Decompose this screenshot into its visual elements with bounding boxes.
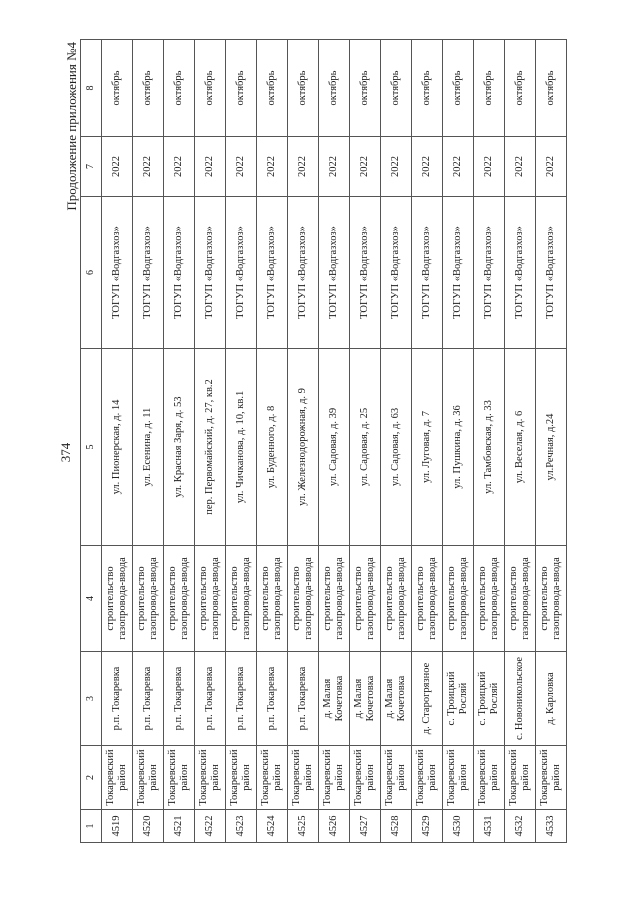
year-cell: 2022: [288, 137, 319, 197]
address-cell: ул. Тамбовская, д. 33: [474, 349, 505, 546]
district-cell: Токаревский район: [412, 746, 443, 810]
table-row: [195, 40, 226, 843]
row-number-cell: 4530: [443, 810, 474, 843]
address-cell: ул. Пушкина, д. 36: [443, 349, 474, 546]
year-cell: 2022: [133, 137, 164, 197]
column-header-5: 5: [81, 349, 102, 546]
table-row: [288, 40, 319, 843]
executor-cell: ТОГУП «Водгазхоз»: [226, 197, 257, 349]
district-cell: Токаревский район: [536, 746, 567, 810]
work-type-cell: строительство газопровода-ввода: [381, 546, 412, 652]
executor-cell: ТОГУП «Водгазхоз»: [133, 197, 164, 349]
locality-cell: д. Карловка: [536, 652, 567, 746]
row-number-cell: 4526: [319, 810, 350, 843]
month-cell: октябрь: [288, 40, 319, 137]
column-header-6: 6: [81, 197, 102, 349]
year-cell: 2022: [474, 137, 505, 197]
month-cell: октябрь: [505, 40, 536, 137]
address-cell: ул. Пионерская, д. 14: [102, 349, 133, 546]
table-row: [412, 40, 443, 843]
header-row: [81, 40, 102, 843]
executor-cell: ТОГУП «Водгазхоз»: [350, 197, 381, 349]
year-cell: 2022: [164, 137, 195, 197]
executor-cell: ТОГУП «Водгазхоз»: [381, 197, 412, 349]
month-cell: октябрь: [350, 40, 381, 137]
district-cell: Токаревский район: [133, 746, 164, 810]
executor-cell: ТОГУП «Водгазхоз»: [195, 197, 226, 349]
year-cell: 2022: [195, 137, 226, 197]
month-cell: октябрь: [195, 40, 226, 137]
address-cell: ул. Садовая, д. 63: [381, 349, 412, 546]
work-type-cell: строительство газопровода-ввода: [226, 546, 257, 652]
table-row: [381, 40, 412, 843]
executor-cell: ТОГУП «Водгазхоз»: [536, 197, 567, 349]
address-cell: ул. Веселая, д. 6: [505, 349, 536, 546]
works-table: [80, 39, 567, 843]
district-cell: Токаревский район: [350, 746, 381, 810]
month-cell: октябрь: [102, 40, 133, 137]
row-number-cell: 4529: [412, 810, 443, 843]
column-header-7: 7: [81, 137, 102, 197]
column-header-1: 1: [81, 810, 102, 843]
work-type-cell: строительство газопровода-ввода: [536, 546, 567, 652]
year-cell: 2022: [102, 137, 133, 197]
address-cell: ул. Есенина, д. 11: [133, 349, 164, 546]
executor-cell: ТОГУП «Водгазхоз»: [164, 197, 195, 349]
locality-cell: с. Новоникольское: [505, 652, 536, 746]
month-cell: октябрь: [257, 40, 288, 137]
table-row: [257, 40, 288, 843]
row-number-cell: 4519: [102, 810, 133, 843]
row-number-cell: 4527: [350, 810, 381, 843]
locality-cell: р.п. Токаревка: [195, 652, 226, 746]
row-number-cell: 4525: [288, 810, 319, 843]
column-header-8: 8: [81, 40, 102, 137]
month-cell: октябрь: [412, 40, 443, 137]
address-cell: ул. Чичканова, д. 10, кв.1: [226, 349, 257, 546]
work-type-cell: строительство газопровода-ввода: [133, 546, 164, 652]
district-cell: Токаревский район: [474, 746, 505, 810]
district-cell: Токаревский район: [319, 746, 350, 810]
month-cell: октябрь: [381, 40, 412, 137]
continuation-label: Продолжение приложения №4: [64, 42, 79, 211]
month-cell: октябрь: [474, 40, 505, 137]
executor-cell: ТОГУП «Водгазхоз»: [257, 197, 288, 349]
table-row: [102, 40, 133, 843]
locality-cell: р.п. Токаревка: [288, 652, 319, 746]
year-cell: 2022: [257, 137, 288, 197]
row-number-cell: 4532: [505, 810, 536, 843]
row-number-cell: 4524: [257, 810, 288, 843]
locality-cell: д. Старогрязное: [412, 652, 443, 746]
row-number-cell: 4528: [381, 810, 412, 843]
row-number-cell: 4523: [226, 810, 257, 843]
locality-cell: р.п. Токаревка: [226, 652, 257, 746]
address-cell: ул. Железнодорожная, д. 9: [288, 349, 319, 546]
year-cell: 2022: [412, 137, 443, 197]
district-cell: Токаревский район: [164, 746, 195, 810]
work-type-cell: строительство газопровода-ввода: [443, 546, 474, 652]
locality-cell: р.п. Токаревка: [133, 652, 164, 746]
locality-cell: р.п. Токаревка: [164, 652, 195, 746]
address-cell: ул. Красная Заря, д. 53: [164, 349, 195, 546]
address-cell: ул. Садовая, д. 25: [350, 349, 381, 546]
table-row: [319, 40, 350, 843]
year-cell: 2022: [536, 137, 567, 197]
work-type-cell: строительство газопровода-ввода: [319, 546, 350, 652]
month-cell: октябрь: [536, 40, 567, 137]
district-cell: Токаревский район: [195, 746, 226, 810]
locality-cell: с. Троицкий Росляй: [474, 652, 505, 746]
year-cell: 2022: [319, 137, 350, 197]
address-cell: пер. Первомайский, д. 27, кв.2: [195, 349, 226, 546]
locality-cell: д. Малая Кочетовка: [381, 652, 412, 746]
column-header-4: 4: [81, 546, 102, 652]
month-cell: октябрь: [319, 40, 350, 137]
year-cell: 2022: [505, 137, 536, 197]
table-row: [350, 40, 381, 843]
month-cell: октябрь: [443, 40, 474, 137]
locality-cell: р.п. Токаревка: [257, 652, 288, 746]
work-type-cell: строительство газопровода-ввода: [505, 546, 536, 652]
row-number-cell: 4520: [133, 810, 164, 843]
address-cell: ул. Садовая, д. 39: [319, 349, 350, 546]
district-cell: Токаревский район: [505, 746, 536, 810]
district-cell: Токаревский район: [288, 746, 319, 810]
column-header-3: 3: [81, 652, 102, 746]
month-cell: октябрь: [133, 40, 164, 137]
table-row: [164, 40, 195, 843]
executor-cell: ТОГУП «Водгазхоз»: [412, 197, 443, 349]
district-cell: Токаревский район: [257, 746, 288, 810]
table-row: [226, 40, 257, 843]
executor-cell: ТОГУП «Водгазхоз»: [505, 197, 536, 349]
district-cell: Токаревский район: [443, 746, 474, 810]
row-number-cell: 4522: [195, 810, 226, 843]
work-type-cell: строительство газопровода-ввода: [164, 546, 195, 652]
locality-cell: с. Троицкий Росляй: [443, 652, 474, 746]
district-cell: Токаревский район: [226, 746, 257, 810]
year-cell: 2022: [350, 137, 381, 197]
table-row: [443, 40, 474, 843]
row-number-cell: 4533: [536, 810, 567, 843]
year-cell: 2022: [443, 137, 474, 197]
district-cell: Токаревский район: [381, 746, 412, 810]
work-type-cell: строительство газопровода-ввода: [412, 546, 443, 652]
executor-cell: ТОГУП «Водгазхоз»: [474, 197, 505, 349]
locality-cell: р.п. Токаревка: [102, 652, 133, 746]
executor-cell: ТОГУП «Водгазхоз»: [443, 197, 474, 349]
row-number-cell: 4521: [164, 810, 195, 843]
column-header-2: 2: [81, 746, 102, 810]
work-type-cell: строительство газопровода-ввода: [102, 546, 133, 652]
work-type-cell: строительство газопровода-ввода: [257, 546, 288, 652]
table-body: [102, 40, 567, 843]
year-cell: 2022: [381, 137, 412, 197]
locality-cell: д. Малая Кочетовка: [319, 652, 350, 746]
table-row: [474, 40, 505, 843]
address-cell: ул. Луговая, д. 7: [412, 349, 443, 546]
work-type-cell: строительство газопровода-ввода: [474, 546, 505, 652]
locality-cell: д. Малая Кочетовка: [350, 652, 381, 746]
year-cell: 2022: [226, 137, 257, 197]
address-cell: ул.Речная, д.24: [536, 349, 567, 546]
work-type-cell: строительство газопровода-ввода: [195, 546, 226, 652]
address-cell: ул. Буденного, д. 8: [257, 349, 288, 546]
page-number: 374: [58, 442, 73, 463]
month-cell: октябрь: [164, 40, 195, 137]
district-cell: Токаревский район: [102, 746, 133, 810]
work-type-cell: строительство газопровода-ввода: [288, 546, 319, 652]
executor-cell: ТОГУП «Водгазхоз»: [319, 197, 350, 349]
executor-cell: ТОГУП «Водгазхоз»: [288, 197, 319, 349]
table-row: [536, 40, 567, 843]
work-type-cell: строительство газопровода-ввода: [350, 546, 381, 652]
table-row: [133, 40, 164, 843]
month-cell: октябрь: [226, 40, 257, 137]
row-number-cell: 4531: [474, 810, 505, 843]
executor-cell: ТОГУП «Водгазхоз»: [102, 197, 133, 349]
table-row: [505, 40, 536, 843]
